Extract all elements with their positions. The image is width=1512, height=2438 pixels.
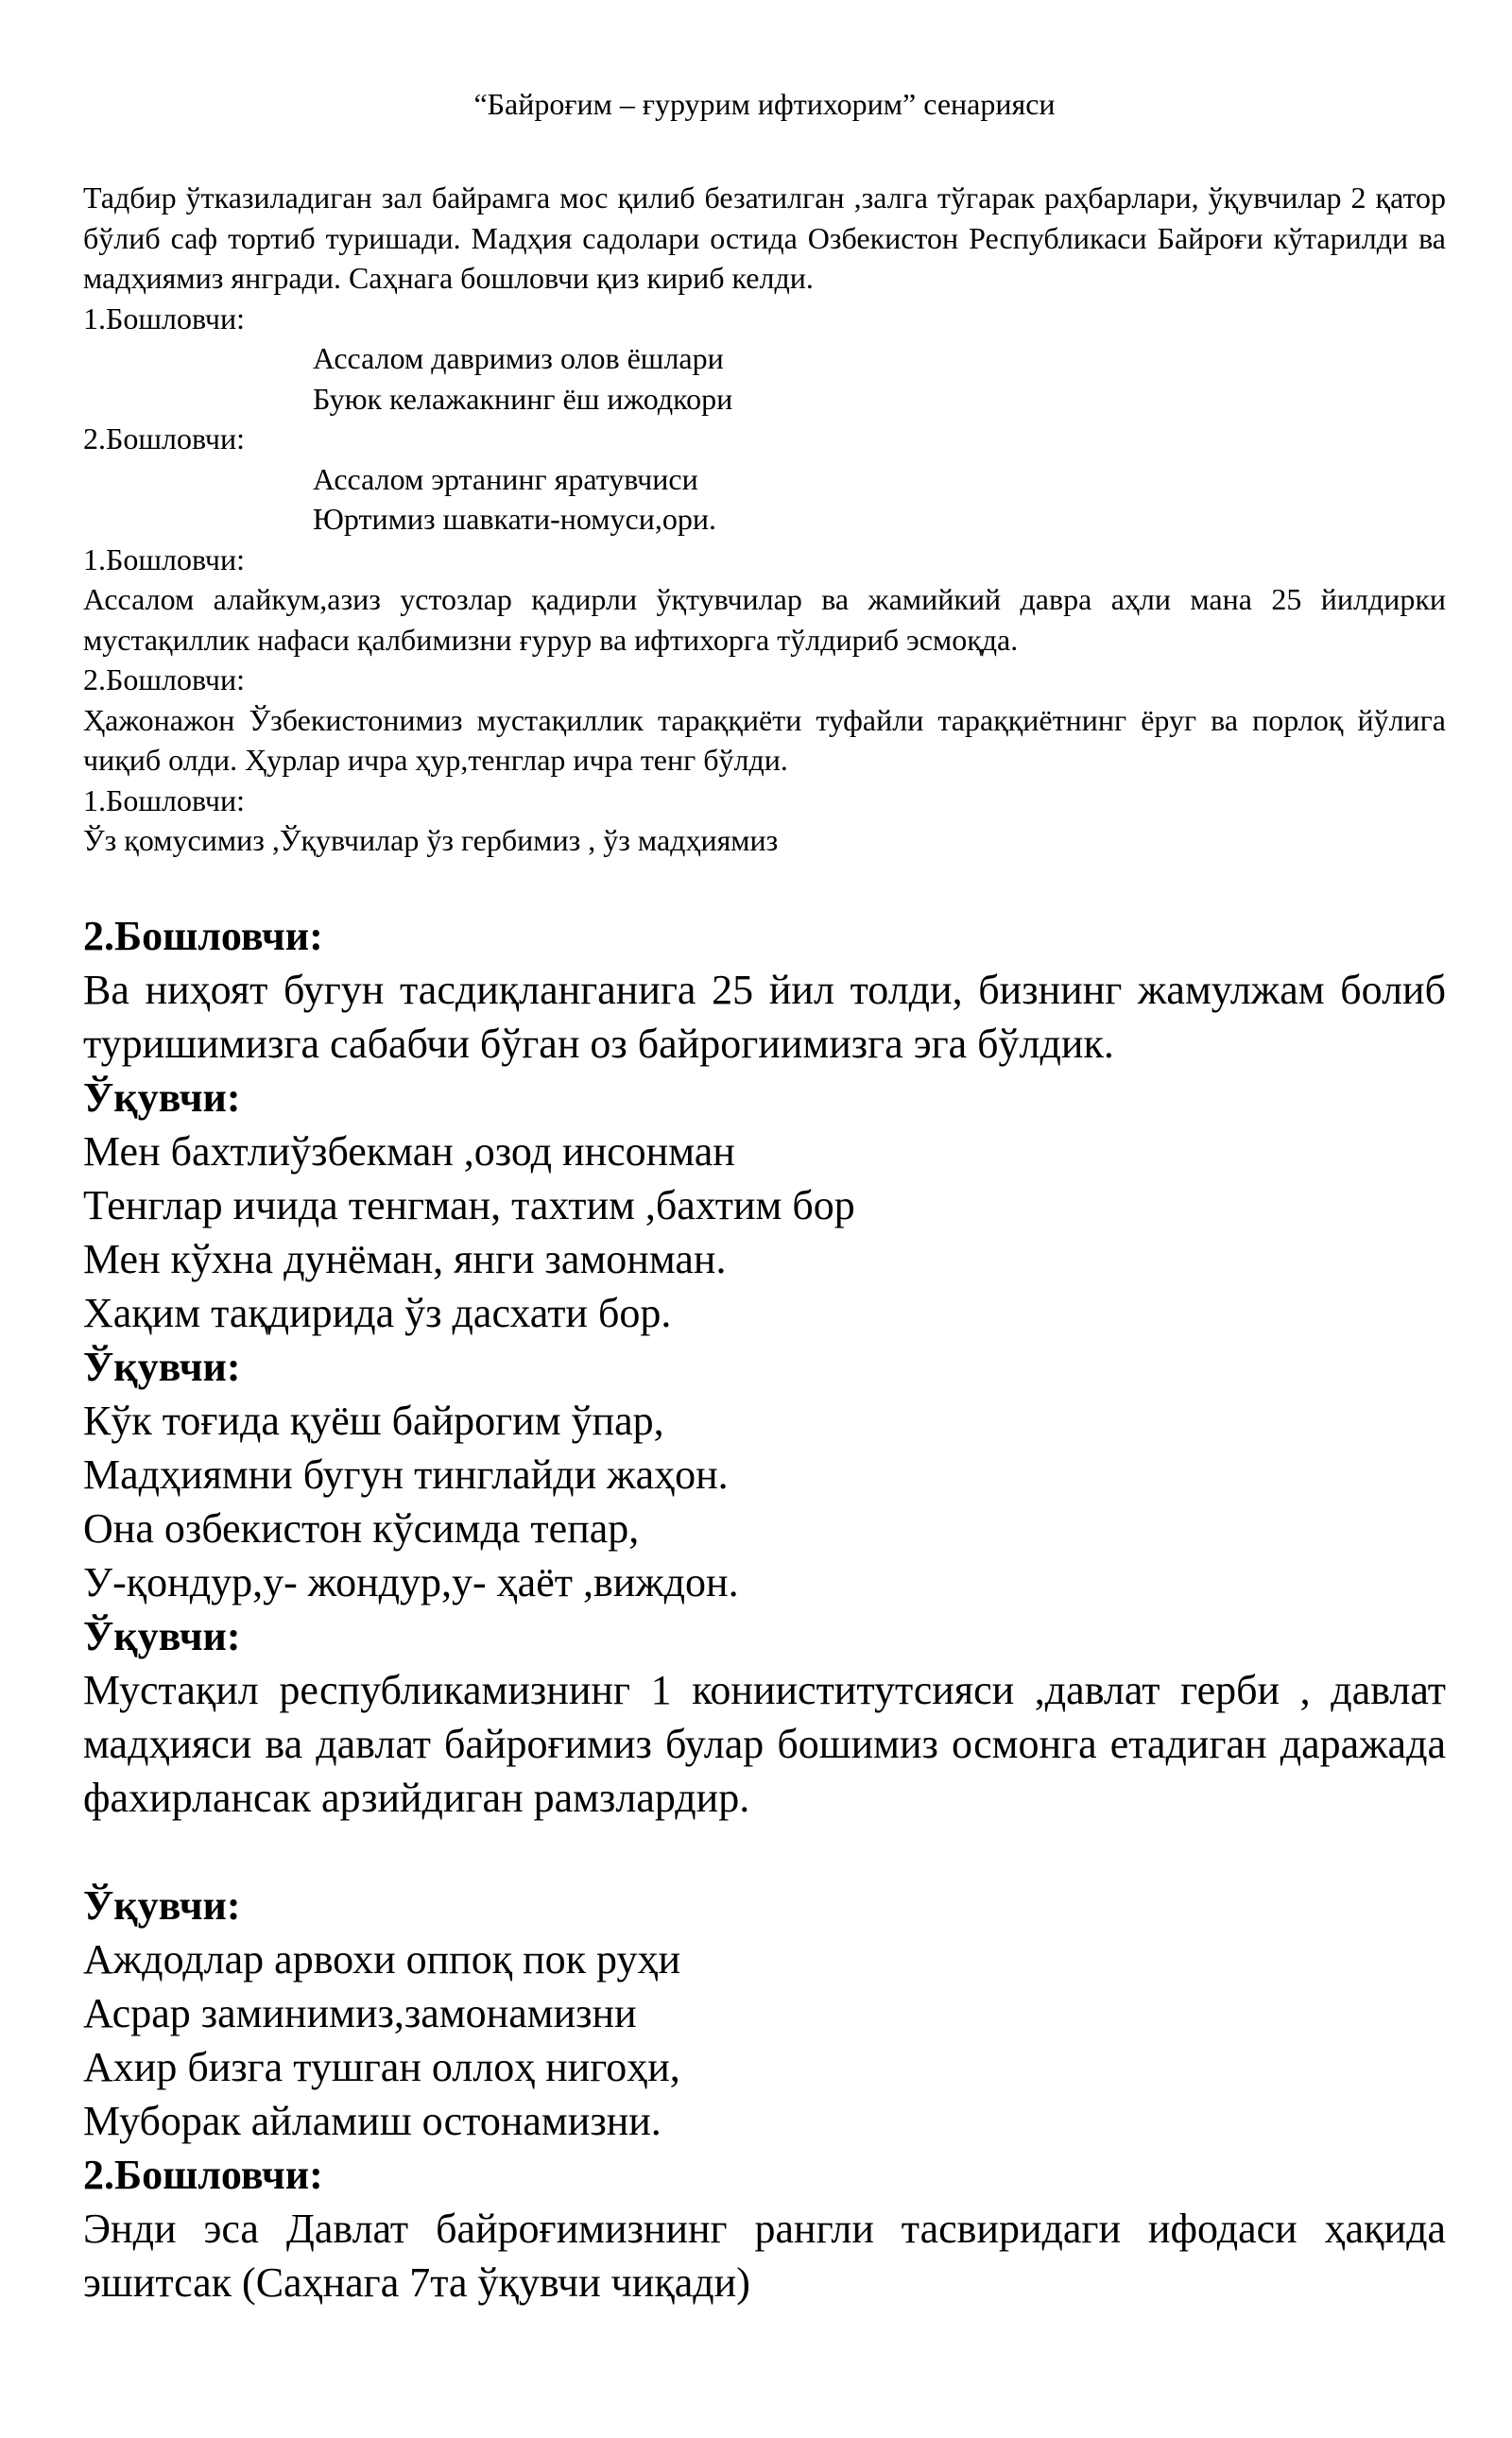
speaker-heading: Ўқувчи:	[83, 1344, 241, 1390]
speaker-label: 1.Бошловчи:	[83, 300, 245, 335]
speaker-heading: Ўқувчи:	[83, 1613, 241, 1659]
speaker-heading: Ўқувчи:	[83, 1882, 241, 1929]
speaker-label: 1.Бошловчи:	[83, 782, 245, 817]
speaker-heading: Ўқувчи:	[83, 1074, 241, 1121]
poem-line: Мен бахтлиўзбекман ,озод инсонман	[83, 1128, 735, 1175]
speech-paragraph: Мустақил республикамизнинг 1 конииститутсияси ,давлат герби , давлат мадҳияси ва давлат байроғимиз булар бошимиз осмонга етадиган даражада фахирлансак арзийдиган рамзлардир.	[83, 1667, 1446, 1821]
document-title: “Байроғим – ғурурим ифтихорим” сенарияси	[473, 87, 1056, 121]
speaker-label: 2.Бошловчи:	[83, 421, 245, 455]
poem-line: У-қондур,у- жондур,у- ҳаёт ,виждон.	[83, 1559, 739, 1605]
speaker-label: 1.Бошловчи:	[83, 541, 245, 576]
poem-line: Асрар заминимиз,замонамизни	[83, 1990, 637, 2036]
speech-paragraph: Энди эса Давлат байроғимизнинг рангли тасвиридаги ифодаси ҳақида эшитсак (Саҳнага 7та ўқувчи чиқади)	[83, 2206, 1446, 2306]
poem-line: Ахир бизга тушган оллоҳ нигоҳи,	[83, 2044, 680, 2090]
verse-line: Юртимиз шавкати-номуси,ори.	[313, 502, 716, 536]
speaker-label: 2.Бошловчи:	[83, 662, 245, 696]
main-section	[83, 909, 1446, 2309]
speech-paragraph: Ҳажонажон Ўзбекистонимиз мустақиллик тараққиёти туфайли тараққиётнинг ёруг ва порлоқ йўлига чиқиб олди. Ҳурлар ичра ҳур,тенглар ичра тенг бўлди.	[83, 702, 1446, 777]
poem-line: Тенглар ичида тенгман, тахтим ,бахтим бор	[83, 1182, 855, 1228]
poem-line: Мадҳиямни бугун тинглайди жаҳон.	[83, 1451, 729, 1498]
blank-line	[83, 1825, 1446, 1879]
intro-section	[83, 178, 1446, 861]
poem-line: Кўк тоғида қуёш байрогим ўпар,	[83, 1398, 664, 1444]
poem-line: Мен кўхна дунёман, янги замонман.	[83, 1236, 727, 1282]
poem-line: Аждодлар арвохи оппоқ пок руҳи	[83, 1936, 680, 1983]
speech-paragraph: Ассалом алайкум,азиз устозлар қадирли ўқтувчилар ва жамийкий давра аҳли мана 25 йилдирки мустақиллик нафаси қалбимизни ғурур ва ифтихорга тўлдириб эсмоқда.	[83, 582, 1446, 657]
poem-line: Муборак айламиш остонамизни.	[83, 2098, 662, 2144]
intro-paragraph: Тадбир ўтказиладиган зал байрамга мос қилиб безатилган ,залга тўгарак раҳбарлари, ўқувчилар 2 қатор бўлиб саф тортиб туришади. Мадҳия садолари остида Озбекистон Республикаси Байроғи кўтарилди ва мадҳиямиз янгради. Саҳнага бошловчи қиз кириб келди.	[83, 180, 1446, 295]
speaker-heading: 2.Бошловчи:	[83, 2152, 323, 2198]
speech-paragraph: Ва ниҳоят бугун тасдиқланганига 25 йил толди, бизнинг жамулжам болиб туришимизга сабабчи бўган оз байрогиимизга эга бўлдик.	[83, 967, 1446, 1067]
poem-line: Она озбекистон кўсимда тепар,	[83, 1505, 640, 1552]
verse-line: Буюк келажакнинг ёш ижодкори	[313, 381, 733, 416]
poem-line: Хақим тақдирида ўз дасхати бор.	[83, 1290, 672, 1336]
speech-paragraph: Ўз қомусимиз ,Ўқувчилар ўз гербимиз , ўз мадҳиямиз	[83, 823, 779, 857]
verse-line: Ассалом эртанинг яратувчиси	[313, 461, 698, 496]
verse-line: Ассалом давримиз олов ёшлари	[313, 341, 724, 375]
speaker-heading: 2.Бошловчи:	[83, 913, 323, 959]
